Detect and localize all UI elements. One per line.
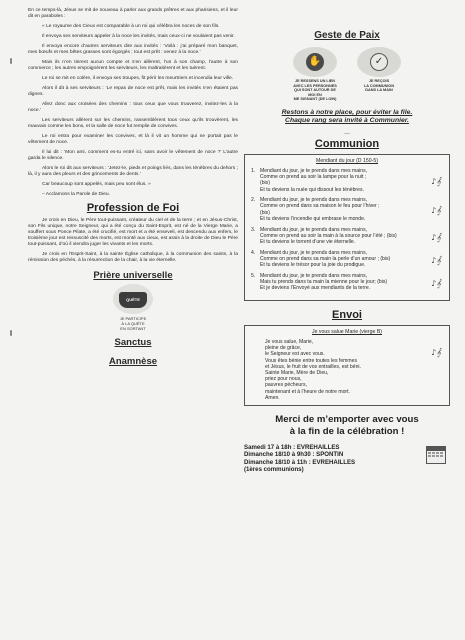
verse-line: Comme on prend au soir la lampe pour la nuit ; <box>260 174 367 181</box>
scan-mark <box>10 330 12 336</box>
hand-receive-icon: ✓ <box>370 53 388 71</box>
quete-caption <box>28 316 238 331</box>
gospel-paragraph: « Le royaume des Cieux est comparable à un roi qui célébra les noces de son fils. <box>42 24 220 29</box>
left-column <box>28 8 238 370</box>
schedule-line: (1ères communions) <box>244 466 304 474</box>
paix-label <box>286 79 344 102</box>
gospel-paragraph: Car beaucoup sont appelés, mais peu sont élus. » <box>42 182 151 188</box>
communion-verses <box>251 168 443 291</box>
thanks-line: Merci de m’emporter avec vous <box>275 413 419 425</box>
gospel-acclamation: – Acclamons la Parole de Dieu. <box>42 192 110 198</box>
verse-line: Comme on prend au soir la main à la source pour l’été ; (bis) <box>260 232 397 239</box>
verse-line: Comme on prend dans sa maison le feu pour l’hiver ; <box>260 203 380 210</box>
envoi-line: pleine de grâce, <box>265 345 302 352</box>
signature-mark-icon: ♪𝄞 <box>431 278 441 288</box>
verse-line: Mendiant du jour, je te prends dans mes mains, <box>260 167 368 174</box>
gospel-paragraph: Il envoya ses serviteurs appeler à la noce les invités, mais ceux-ci ne voulaient pas venir. <box>42 34 235 40</box>
gospel-paragraph: Il envoya encore d’autres serviteurs dire aux invités : ‘Voilà : j’ai préparé mon banquet, mes bœufs et mes bêtes grasses sont égorgés ; tout est prêt : venez à la noce.’ <box>28 44 238 56</box>
label-line: ME SIGNANT (DE LOIN) <box>293 97 337 102</box>
gospel-paragraph: Les serviteurs allèrent sur les chemins, rassemblèrent tous ceux qu’ils trouvèrent, les mauvais comme les bons, et la salle de noce fut remplie de convives. <box>28 118 238 130</box>
right-column <box>244 30 450 474</box>
verse-line: Et tu deviens l’incendie qui embrase le monde. <box>260 215 366 222</box>
creed-paragraph: Je crois en Dieu, le Père tout-puissant, créateur du ciel et de la terre ; et en Jésus-Christ, son Fils unique, notre Seigneur, qui a été conçu du Saint-Esprit, est né de la Vierge Marie, a souffert sous Ponce Pilate, a été crucifié, est mort et a été enseveli, est descendu aux enfers, le troisième jour est ressuscité des morts, est monté aux cieux, est assis à la droite de Dieu le Père tout-puissant, d’où il viendra juger les vivants et les morts. <box>28 218 238 248</box>
gospel-paragraph: En ce temps-là, Jésus se mit de nouveau à parler aux grands prêtres et aux pharisiens, et il leur dit en paraboles : <box>28 8 238 19</box>
envoi-song-title: Je vous salue Marie (vierge B) <box>311 328 383 335</box>
schedule-line: Dimanche 18/10 à 11h : EVREHAILLES <box>244 458 356 466</box>
envoi-box <box>244 325 450 406</box>
paix-circle <box>293 47 337 77</box>
gospel-text <box>28 8 238 198</box>
signature-mark-icon: ♪𝄞 <box>431 206 441 216</box>
gospel-paragraph: Alors le roi dit aux serviteurs : ‘Jetez-le, pieds et poings liés, dans les ténèbres du dehors ; là, il y aura des pleurs et des grincements de dents.’ <box>28 166 238 178</box>
calendar-icon <box>426 446 446 464</box>
verse-line: Comme on prend dans sa main la perle d’un amour ; (bis) <box>260 255 391 262</box>
caption-line: EN SORTANT <box>120 326 146 331</box>
quete-label: QUÊTE <box>126 297 140 302</box>
verse-item <box>251 227 443 246</box>
caption-line: JE PARTICIPE <box>119 316 147 321</box>
verse-text <box>260 197 443 222</box>
verse-line: Et tu deviens le trésor pour la joie du prodigue. <box>260 262 366 269</box>
schedule-line: Samedi 17 à 18h : EVREHAILLES <box>244 443 340 451</box>
priere-title: Prière universelle <box>93 270 173 281</box>
caption-line: À LA QUÊTE <box>121 321 145 326</box>
label-line: LA COMMUNION <box>363 83 395 88</box>
verse-item <box>251 250 443 269</box>
schedule <box>244 444 450 474</box>
gospel-paragraph: Alors il dit à ses serviteurs : ‘Le repas de noce est prêt, mais les invités n’en étaient pas dignes. <box>28 86 238 98</box>
verse-item <box>251 168 443 193</box>
envoi-line: Amen. <box>265 394 280 401</box>
verse-text <box>260 250 443 269</box>
verse-number: 1. <box>251 167 256 174</box>
basket-icon <box>119 292 147 308</box>
verse-line: Mendiant du jour, je te prends dans mes mains, <box>260 249 368 256</box>
label-line: QUI SONT AUTOUR DE <box>294 88 336 93</box>
verse-number: 4. <box>251 249 256 256</box>
label-line: MOI EN <box>308 92 322 97</box>
label-line: JE REÇOIS <box>368 79 390 83</box>
verse-line: Mais tu prends dans ta main la mienne pour le jour; (bis) <box>260 279 388 286</box>
note-line: Chaque rang sera invité à Communier. <box>285 117 409 125</box>
creed-paragraph: Je crois en l’Esprit-Saint, à la sainte Église catholique, à la communion des saints, à la rémission des péchés, à la résurrection de la chair, à la vie éternelle. <box>28 252 238 264</box>
thanks-line: à la fin de la célébration ! <box>289 425 405 437</box>
separator-dots: ... <box>344 128 350 136</box>
envoi-text <box>251 339 443 401</box>
communion-circle <box>357 47 401 77</box>
verse-text <box>260 227 443 246</box>
envoi-line: Je vous salue, Marie, <box>265 338 314 345</box>
communion-label <box>350 79 408 93</box>
signature-mark-icon: ♪𝄞 <box>431 176 441 186</box>
envoi-line: pauvres pécheurs, <box>265 382 307 389</box>
verse-text <box>260 168 443 193</box>
verse-number: 5. <box>251 272 256 279</box>
gospel-paragraph: Allez donc aux croisées des chemins : tous ceux que vous trouverez, invitez-les à la noce.’ <box>28 102 238 114</box>
signature-mark-icon: ♪𝄞 <box>431 347 441 357</box>
note-line: Restons à notre place, pour éviter la file. <box>281 108 413 116</box>
communion-title: Communion <box>314 137 380 150</box>
communion-song-title: Mendiant du jour (D 150-5) <box>316 157 378 164</box>
verse-item <box>251 273 443 292</box>
paix-title: Geste de Paix <box>314 30 380 41</box>
verse-item <box>251 197 443 222</box>
envoi-line: le Seigneur est avec vous. <box>265 351 325 358</box>
gospel-paragraph: Le roi entra pour examiner les convives, et là il vit un homme qui ne portait pas le vêtement de noce. <box>28 134 238 146</box>
handshake-icon: ✋ <box>306 53 324 71</box>
thanks-message <box>244 414 450 438</box>
paix-icon-block <box>286 47 344 102</box>
verse-line: Et tu deviens le torrent d’une vie éternelle. <box>260 239 356 245</box>
verse-line: Et je deviens l’Envoyé aux mendiants de la terre. <box>260 285 371 292</box>
gospel-paragraph: Le roi se mit en colère, il envoya ses troupes, fit périr les meurtriers et incendia leur ville. <box>42 76 234 82</box>
verse-line: (bis) <box>260 209 270 216</box>
sanctus-title: Sanctus <box>114 337 152 348</box>
label-line: DANS LA MAIN <box>365 88 393 93</box>
label-line: JE RESSENS UN LIEN <box>294 79 336 83</box>
schedule-line: Dimanche 18/10 à 9h30 : SPONTIN <box>244 451 344 459</box>
communion-box <box>244 154 450 301</box>
envoi-line: priez pour nous, <box>265 376 302 383</box>
anamnese-title: Anamnèse <box>108 356 158 367</box>
envoi-line: Vous êtes bénie entre toutes les femmes <box>265 357 358 364</box>
envoi-line: Sainte Marie, Mère de Dieu, <box>265 369 329 376</box>
paix-icons <box>244 47 450 102</box>
scan-mark <box>10 58 12 64</box>
gospel-paragraph: Il lui dit : ‘Mon ami, comment es-tu entré ici, sans avoir le vêtement de noce ?’ L’autre garda le silence. <box>28 150 238 162</box>
verse-line: Mendiant du jour, je te prends dans mes mains, <box>260 226 368 233</box>
envoi-line: et Jésus, le fruit de vos entrailles, est béni. <box>265 363 361 370</box>
verse-line: Et tu deviens la nuée qui dissout les ténèbres. <box>260 186 364 193</box>
verse-line: Mendiant du jour, je te prends dans mes mains, <box>260 272 368 279</box>
envoi-title: Envoi <box>332 308 362 321</box>
verse-number: 3. <box>251 226 256 233</box>
gospel-paragraph: Mais ils n’en tinrent aucun compte et s’en allèrent, l’un à son champ, l’autre à son commerce ; les autres empoignèrent les serviteurs, les maltraitèrent et les tuèrent. <box>28 60 238 72</box>
communion-icon-block <box>350 47 408 102</box>
verse-number: 2. <box>251 197 256 204</box>
verse-line: Mendiant du jour, je te prends dans mes mains, <box>260 197 368 204</box>
paix-note <box>244 109 450 126</box>
label-line: AVEC LES PERSONNES <box>293 83 337 88</box>
verse-text <box>260 273 443 292</box>
verse-line: (bis) <box>260 180 270 187</box>
signature-mark-icon: ♪𝄞 <box>431 255 441 265</box>
envoi-line: maintenant et à l’heure de notre mort. <box>265 388 350 395</box>
signature-mark-icon: ♪𝄞 <box>431 232 441 242</box>
profession-text <box>28 218 238 264</box>
profession-title: Profession de Foi <box>86 202 180 215</box>
quete-icon <box>113 284 153 314</box>
